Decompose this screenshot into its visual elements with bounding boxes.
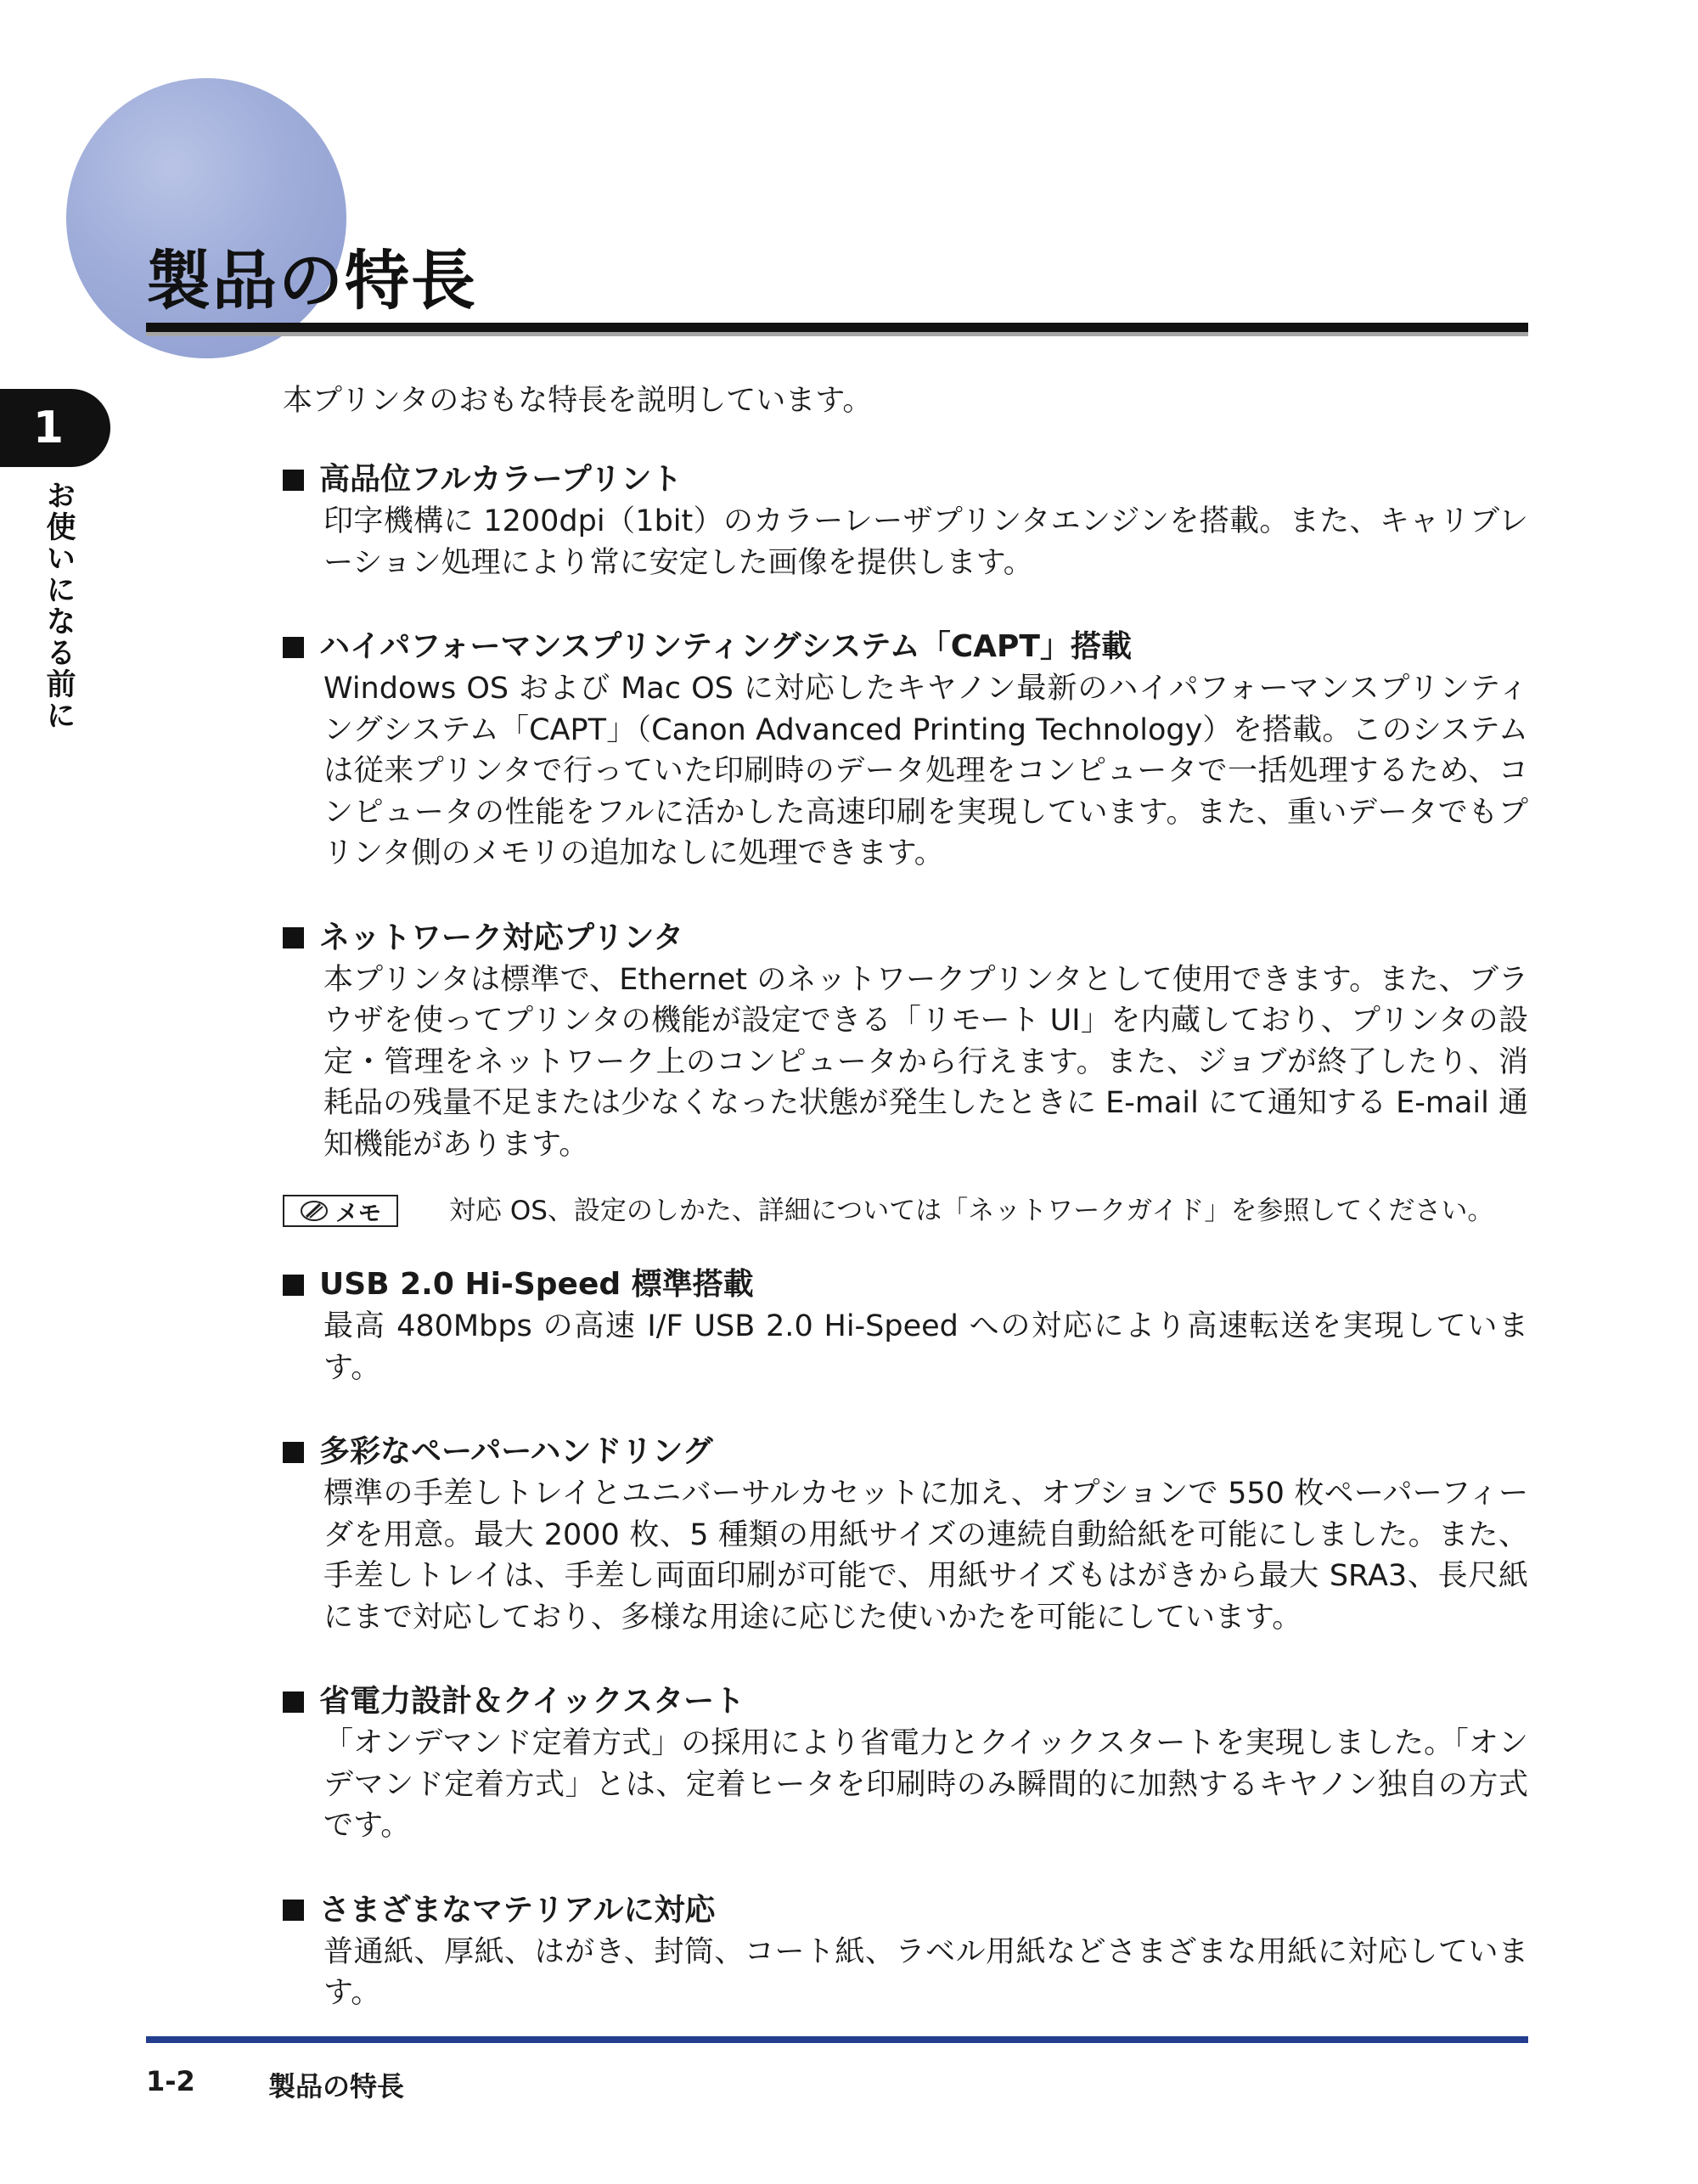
feature-text: Windows OS および Mac OS に対応したキヤノン最新のハイパフォーマンスプリンティングシステム「CAPT」（Canon Advanced Printing Technology）を搭載。このシステムは従来プリンタで行っていた印刷時のデータ処理をコンピュータで一括処理するため、コンピュータの性能をフルに活かした高速印刷を実現しています。また、重いデータでもプリンタ側のメモリの追加なしに処理できます。 xyxy=(323,672,1528,870)
feature-title: 多彩なペーパーハンドリング xyxy=(283,1431,1528,1473)
page-title: 製品の特長 xyxy=(146,243,477,318)
feature-text: 標準の手差しトレイとユニバーサルカセットに加え、オプションで 550 枚ペーパーフィーダを用意。最大 2000 枚、5 種類の用紙サイズの連続自動給紙を可能にしました。また、手差しトレイは、手差し両面印刷が可能で、用紙サイズもはがきから最大 SRA3、長尺紙にまで対応しており、多様な用途に応じた使いかたを可能にしています。 xyxy=(323,1477,1528,1635)
square-bullet-icon xyxy=(283,927,304,948)
feature-text: 本プリンタは標準で、Ethernet のネットワークプリンタとして使用できます。また、ブラウザを使ってプリンタの機能が設定できる「リモート UI」を内蔵しており、プリンタの設定・管理をネットワーク上のコンピュータから行えます。また、ジョブが終了したり、消耗品の残量不足または少なくなった状態が発生したときに E-mail にて通知する E-mail 通知機能があります。 xyxy=(323,962,1528,1162)
feature-title: 高品位フルカラープリント xyxy=(283,459,1528,501)
square-bullet-icon xyxy=(283,1442,304,1463)
memo-label: メモ xyxy=(335,1200,381,1227)
square-bullet-icon xyxy=(283,1900,304,1921)
feature-item xyxy=(283,1264,1528,1388)
feature-text: 「オンデマンド定着方式」の採用により省電力とクイックスタートを実現しました。「オンデマンド定着方式」とは、定着ヒータを印刷時のみ瞬間的に加熱するキヤノン独自の方式です。 xyxy=(323,1726,1528,1843)
square-bullet-icon xyxy=(283,637,304,658)
memo-text: 対応 OS、設定のしかた、詳細については「ネットワークガイド」を参照してください。 xyxy=(449,1196,1494,1226)
feature-item xyxy=(283,459,1528,583)
chapter-label: お使いになる前に xyxy=(42,480,76,731)
chapter-tab xyxy=(0,389,110,467)
feature-title: ハイパフォーマンスプリンティングシステム「CAPT」搭載 xyxy=(283,626,1528,668)
memo-note xyxy=(283,1192,1528,1230)
feature-title: ネットワーク対応プリンタ xyxy=(283,917,1528,960)
square-bullet-icon xyxy=(283,1691,304,1713)
feature-title: 省電力設計＆クイックスタート xyxy=(283,1680,1528,1723)
feature-title: USB 2.0 Hi-Speed 標準搭載 xyxy=(283,1264,1528,1306)
pencil-icon xyxy=(300,1200,329,1222)
main-content xyxy=(283,380,1528,2057)
chapter-number: 1 xyxy=(32,402,65,453)
footer-rule xyxy=(146,2036,1528,2043)
square-bullet-icon xyxy=(283,470,304,491)
feature-text: 印字機構に 1200dpi（1bit）のカラーレーザプリンタエンジンを搭載。また、キャリブレーション処理により常に安定した画像を提供します。 xyxy=(323,504,1528,580)
memo-badge xyxy=(283,1195,398,1227)
feature-item xyxy=(283,1889,1528,2014)
footer-section-title: 製品の特長 xyxy=(268,2070,405,2102)
title-rule-shadow xyxy=(146,332,1528,336)
title-rule xyxy=(146,323,1528,332)
feature-item xyxy=(283,626,1528,875)
intro-text: 本プリンタのおもな特長を説明しています。 xyxy=(283,384,873,418)
footer-page-number: 1-2 xyxy=(146,2065,195,2097)
feature-item xyxy=(283,1680,1528,1847)
feature-text: 最高 480Mbps の高速 I/F USB 2.0 Hi-Speed への対応により高速転送を実現しています。 xyxy=(323,1309,1528,1385)
feature-item xyxy=(283,917,1528,1166)
feature-text: 普通紙、厚紙、はがき、封筒、コート紙、ラベル用紙などさまざまな用紙に対応しています。 xyxy=(323,1934,1528,2010)
square-bullet-icon xyxy=(283,1275,304,1296)
feature-item xyxy=(283,1431,1528,1638)
feature-title: さまざまなマテリアルに対応 xyxy=(283,1889,1528,1932)
